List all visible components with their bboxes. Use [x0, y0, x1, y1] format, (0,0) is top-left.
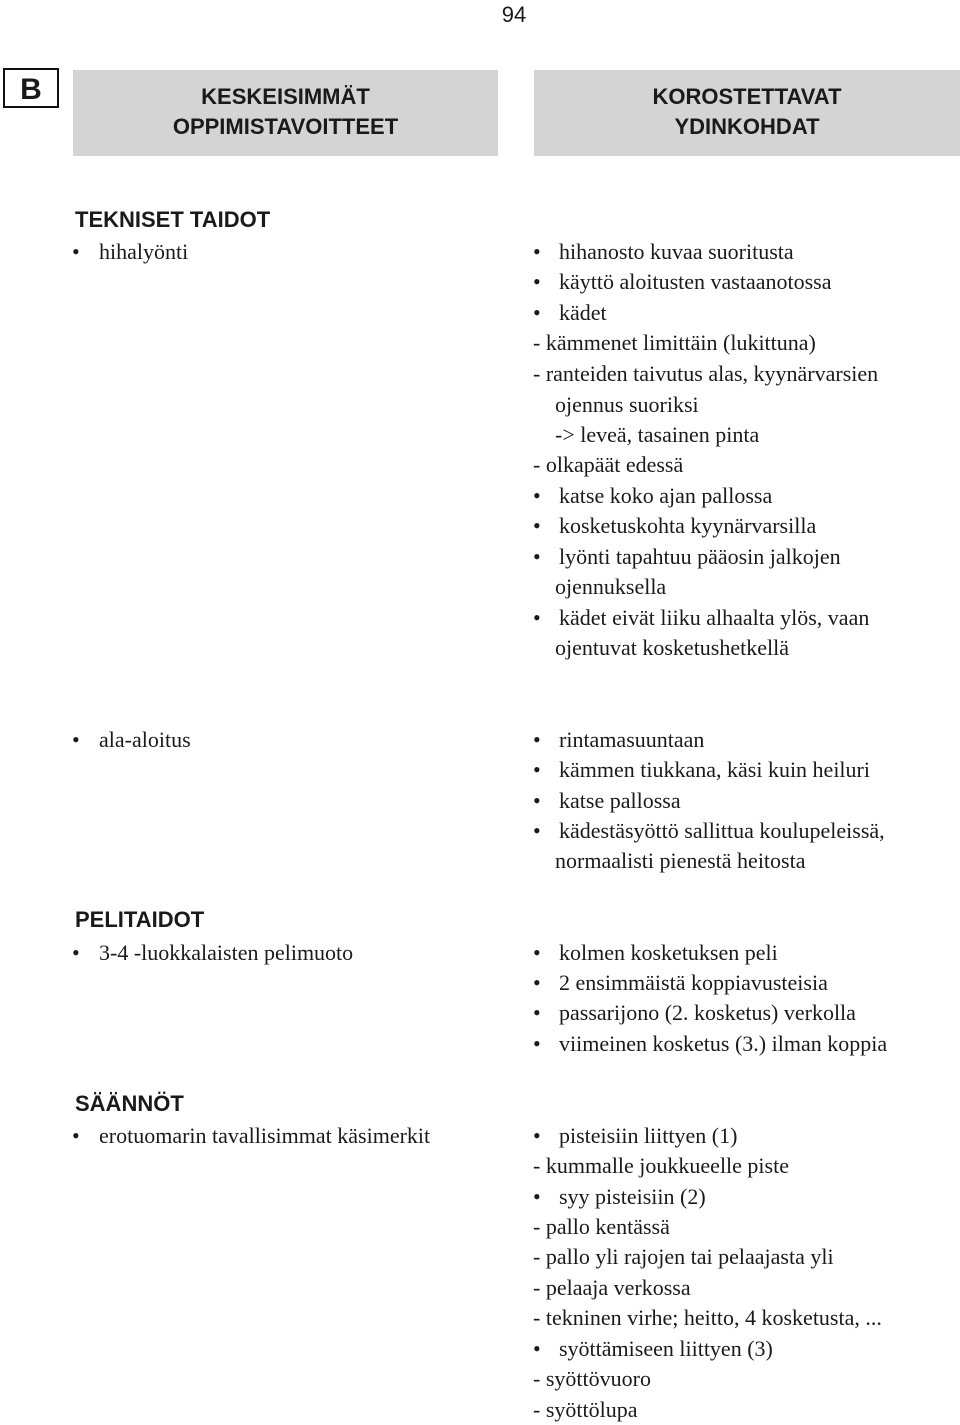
- header-right: [534, 70, 960, 156]
- bullet-icon: •: [533, 605, 541, 630]
- bullet-icon: •: [533, 269, 541, 294]
- heading-tekniset-taidot: TEKNISET TAIDOT: [75, 207, 271, 232]
- bullet-icon: •: [533, 1031, 541, 1056]
- point-line: kädet: [559, 300, 607, 325]
- point-line: - pallo kentässä: [533, 1214, 670, 1239]
- bullet-icon: •: [533, 727, 541, 752]
- point-line: kosketuskohta kyynärvarsilla: [559, 513, 817, 538]
- point-line: hihanosto kuvaa suoritusta: [559, 239, 794, 264]
- point-line: - kämmenet limittäin (lukittuna): [533, 330, 816, 355]
- bullet-icon: •: [533, 483, 541, 508]
- header-left: [73, 70, 498, 156]
- bullet-icon: •: [72, 940, 80, 965]
- point-line: -> leveä, tasainen pinta: [555, 422, 760, 447]
- point-line: kolmen kosketuksen peli: [559, 940, 778, 965]
- skill-kasimerkit: erotuomarin tavallisimmat käsimerkit: [99, 1123, 431, 1148]
- bullet-icon: •: [533, 239, 541, 264]
- bullet-icon: •: [533, 1000, 541, 1025]
- header-right-line2: YDINKOHDAT: [674, 114, 820, 139]
- point-line: syy pisteisiin (2): [559, 1184, 706, 1209]
- heading-pelitaidot: PELITAIDOT: [75, 907, 205, 932]
- point-line: - olkapäät edessä: [533, 452, 684, 477]
- bullet-icon: •: [533, 970, 541, 995]
- point-line: viimeinen kosketus (3.) ilman koppia: [559, 1031, 888, 1056]
- bullet-icon: •: [72, 1123, 80, 1148]
- bullet-icon: •: [72, 727, 80, 752]
- bullet-icon: •: [533, 940, 541, 965]
- point-line: - syöttövuoro: [533, 1366, 651, 1391]
- point-line: lyönti tapahtuu pääosin jalkojen: [559, 544, 841, 569]
- point-line: syöttämiseen liittyen (3): [559, 1336, 773, 1361]
- bullet-icon: •: [533, 1184, 541, 1209]
- skill-ala-aloitus: ala-aloitus: [99, 727, 191, 752]
- point-line: katse koko ajan pallossa: [559, 483, 773, 508]
- header-left-line2: OPPIMISTAVOITTEET: [172, 114, 399, 139]
- bullet-icon: •: [533, 818, 541, 843]
- bullet-icon: •: [533, 1123, 541, 1148]
- point-line: - pallo yli rajojen tai pelaajasta yli: [533, 1244, 834, 1269]
- header-right-line1: KOROSTETTAVAT: [652, 84, 842, 109]
- point-line: käyttö aloitusten vastaanotossa: [559, 269, 832, 294]
- point-line: - tekninen virhe; heitto, 4 kosketusta, ...: [533, 1305, 882, 1330]
- bullet-icon: •: [533, 544, 541, 569]
- bullet-icon: •: [533, 1336, 541, 1361]
- bullet-icon: •: [533, 788, 541, 813]
- bullet-icon: •: [533, 300, 541, 325]
- point-line: - kummalle joukkueelle piste: [533, 1153, 789, 1178]
- point-line: rintamasuuntaan: [559, 727, 705, 752]
- point-line: - syöttölupa: [533, 1397, 638, 1422]
- point-line: ojentuvat kosketushetkellä: [555, 635, 789, 660]
- point-line: kädestäsyöttö sallittua koulupeleissä,: [559, 818, 885, 843]
- point-line: kämmen tiukkana, käsi kuin heiluri: [559, 757, 870, 782]
- point-line: ojennus suoriksi: [555, 392, 699, 417]
- bullet-icon: •: [533, 513, 541, 538]
- page-number: 94: [501, 2, 527, 27]
- bullet-icon: •: [72, 239, 80, 264]
- heading-saannot: SÄÄNNÖT: [75, 1091, 184, 1116]
- point-line: 2 ensimmäistä koppiavusteisia: [559, 970, 828, 995]
- header-left-line1: KESKEISIMMÄT: [201, 84, 370, 109]
- skill-hihalyonti: hihalyönti: [99, 239, 189, 264]
- point-line: - ranteiden taivutus alas, kyynärvarsien: [533, 361, 879, 386]
- point-line: kädet eivät liiku alhaalta ylös, vaan: [559, 605, 870, 630]
- skill-pelimuoto: 3-4 -luokkalaisten pelimuoto: [99, 940, 354, 965]
- point-line: pisteisiin liittyen (1): [559, 1123, 738, 1148]
- point-line: normaalisti pienestä heitosta: [555, 848, 806, 873]
- section-letter-box: B: [3, 68, 59, 108]
- bullet-icon: •: [533, 757, 541, 782]
- point-line: katse pallossa: [559, 788, 681, 813]
- point-line: passarijono (2. kosketus) verkolla: [559, 1000, 856, 1025]
- point-line: ojennuksella: [555, 574, 667, 599]
- point-line: - pelaaja verkossa: [533, 1275, 691, 1300]
